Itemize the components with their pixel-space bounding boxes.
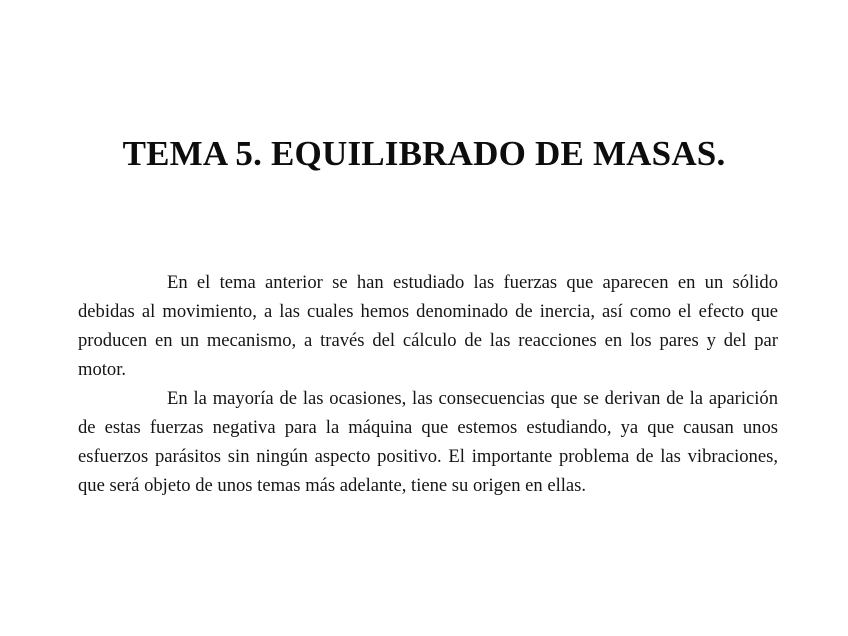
page-title: TEMA 5. EQUILIBRADO DE MASAS. (122, 134, 726, 173)
paragraph-1: En el tema anterior se han estudiado las fuerzas que aparecen en un sólido debidas al movimiento, a las cuales hemos denominado de inercia, así como el efecto que producen en un mecanismo, a través del cálculo de las reacciones en los pares y del par motor. (78, 272, 778, 380)
paragraph-2: En la mayoría de las ocasiones, las consecuencias que se derivan de la aparición de estas fuerzas negativa para la máquina que estemos estudiando, ya que causan unos esfuerzos parásitos sin ningún aspecto positivo. El importante problema de las vibraciones, que será objeto de unos temas más adelante, tiene su origen en ellas. (78, 388, 778, 496)
body-text (78, 268, 778, 500)
